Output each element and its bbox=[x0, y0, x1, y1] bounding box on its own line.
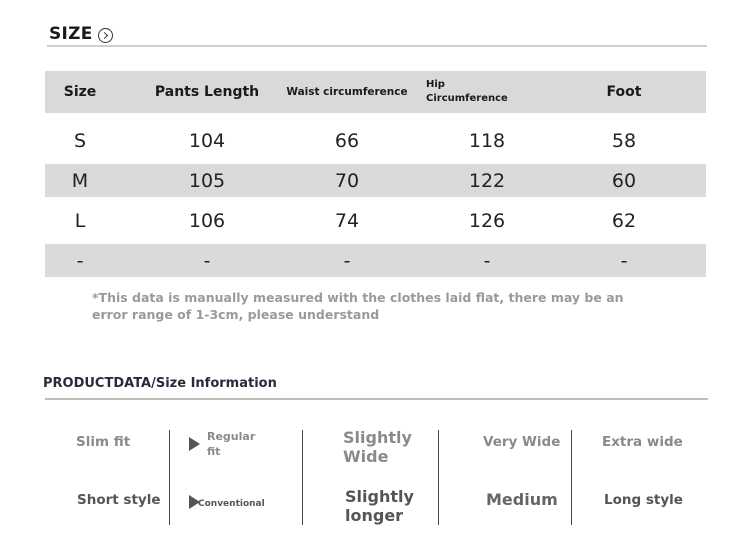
cell-hip: - bbox=[483, 249, 491, 272]
column-divider bbox=[302, 430, 303, 525]
table-row bbox=[45, 164, 706, 197]
header-pants-length: Pants Length bbox=[154, 84, 260, 100]
fit-slim: Slim fit bbox=[76, 434, 131, 450]
cell-foot: 60 bbox=[611, 169, 637, 192]
cell-hip: 118 bbox=[468, 130, 506, 152]
cell-foot: 62 bbox=[611, 210, 637, 232]
length-long: Long style bbox=[604, 492, 683, 508]
divider bbox=[45, 398, 708, 400]
length-medium: Medium bbox=[486, 490, 558, 509]
divider bbox=[47, 45, 707, 47]
product-data-title: PRODUCTDATA/Size Information bbox=[43, 376, 277, 391]
cell-size: M bbox=[71, 169, 89, 192]
fit-regular: Regular fit bbox=[207, 430, 256, 458]
cell-pants-length: 105 bbox=[188, 169, 226, 192]
header-hip: Hip Circumference bbox=[426, 79, 508, 104]
column-divider bbox=[438, 430, 439, 525]
cell-size: L bbox=[74, 210, 86, 232]
column-divider bbox=[169, 430, 170, 525]
cell-waist: 74 bbox=[334, 210, 360, 232]
triangle-right-icon bbox=[189, 437, 200, 451]
length-short: Short style bbox=[77, 492, 161, 508]
fit-very-wide: Very Wide bbox=[483, 434, 561, 450]
table-row bbox=[45, 121, 706, 161]
cell-foot: 58 bbox=[611, 130, 637, 152]
cell-hip: 126 bbox=[468, 210, 506, 232]
cell-pants-length: - bbox=[203, 249, 211, 272]
cell-size: - bbox=[76, 249, 84, 272]
header-waist: Waist circumference bbox=[286, 86, 408, 98]
cell-waist: 66 bbox=[334, 130, 360, 152]
cell-foot: - bbox=[620, 249, 628, 272]
size-heading bbox=[49, 24, 113, 44]
cell-waist: 70 bbox=[334, 169, 360, 192]
table-header-row bbox=[45, 71, 706, 113]
cell-size: S bbox=[73, 130, 87, 152]
cell-hip: 122 bbox=[468, 169, 506, 192]
length-slightly-longer: Slightly longer bbox=[345, 487, 414, 525]
table-row bbox=[45, 201, 706, 241]
cell-pants-length: 104 bbox=[188, 130, 226, 152]
cell-pants-length: 106 bbox=[188, 210, 226, 232]
column-divider bbox=[571, 430, 572, 525]
size-title: SIZE bbox=[49, 24, 93, 44]
header-size: Size bbox=[63, 84, 97, 100]
fit-slightly-wide: Slightly Wide bbox=[343, 428, 412, 466]
length-conventional: Conventional bbox=[198, 499, 265, 509]
header-foot: Foot bbox=[606, 84, 642, 100]
measurement-note: *This data is manually measured with the clothes laid flat, there may be an error range of 1-3cm, please understand bbox=[92, 290, 624, 322]
chevron-right-circle-icon bbox=[98, 28, 113, 43]
cell-waist: - bbox=[343, 249, 351, 272]
fit-extra-wide: Extra wide bbox=[602, 434, 683, 450]
table-row bbox=[45, 244, 706, 277]
size-table bbox=[45, 71, 706, 281]
